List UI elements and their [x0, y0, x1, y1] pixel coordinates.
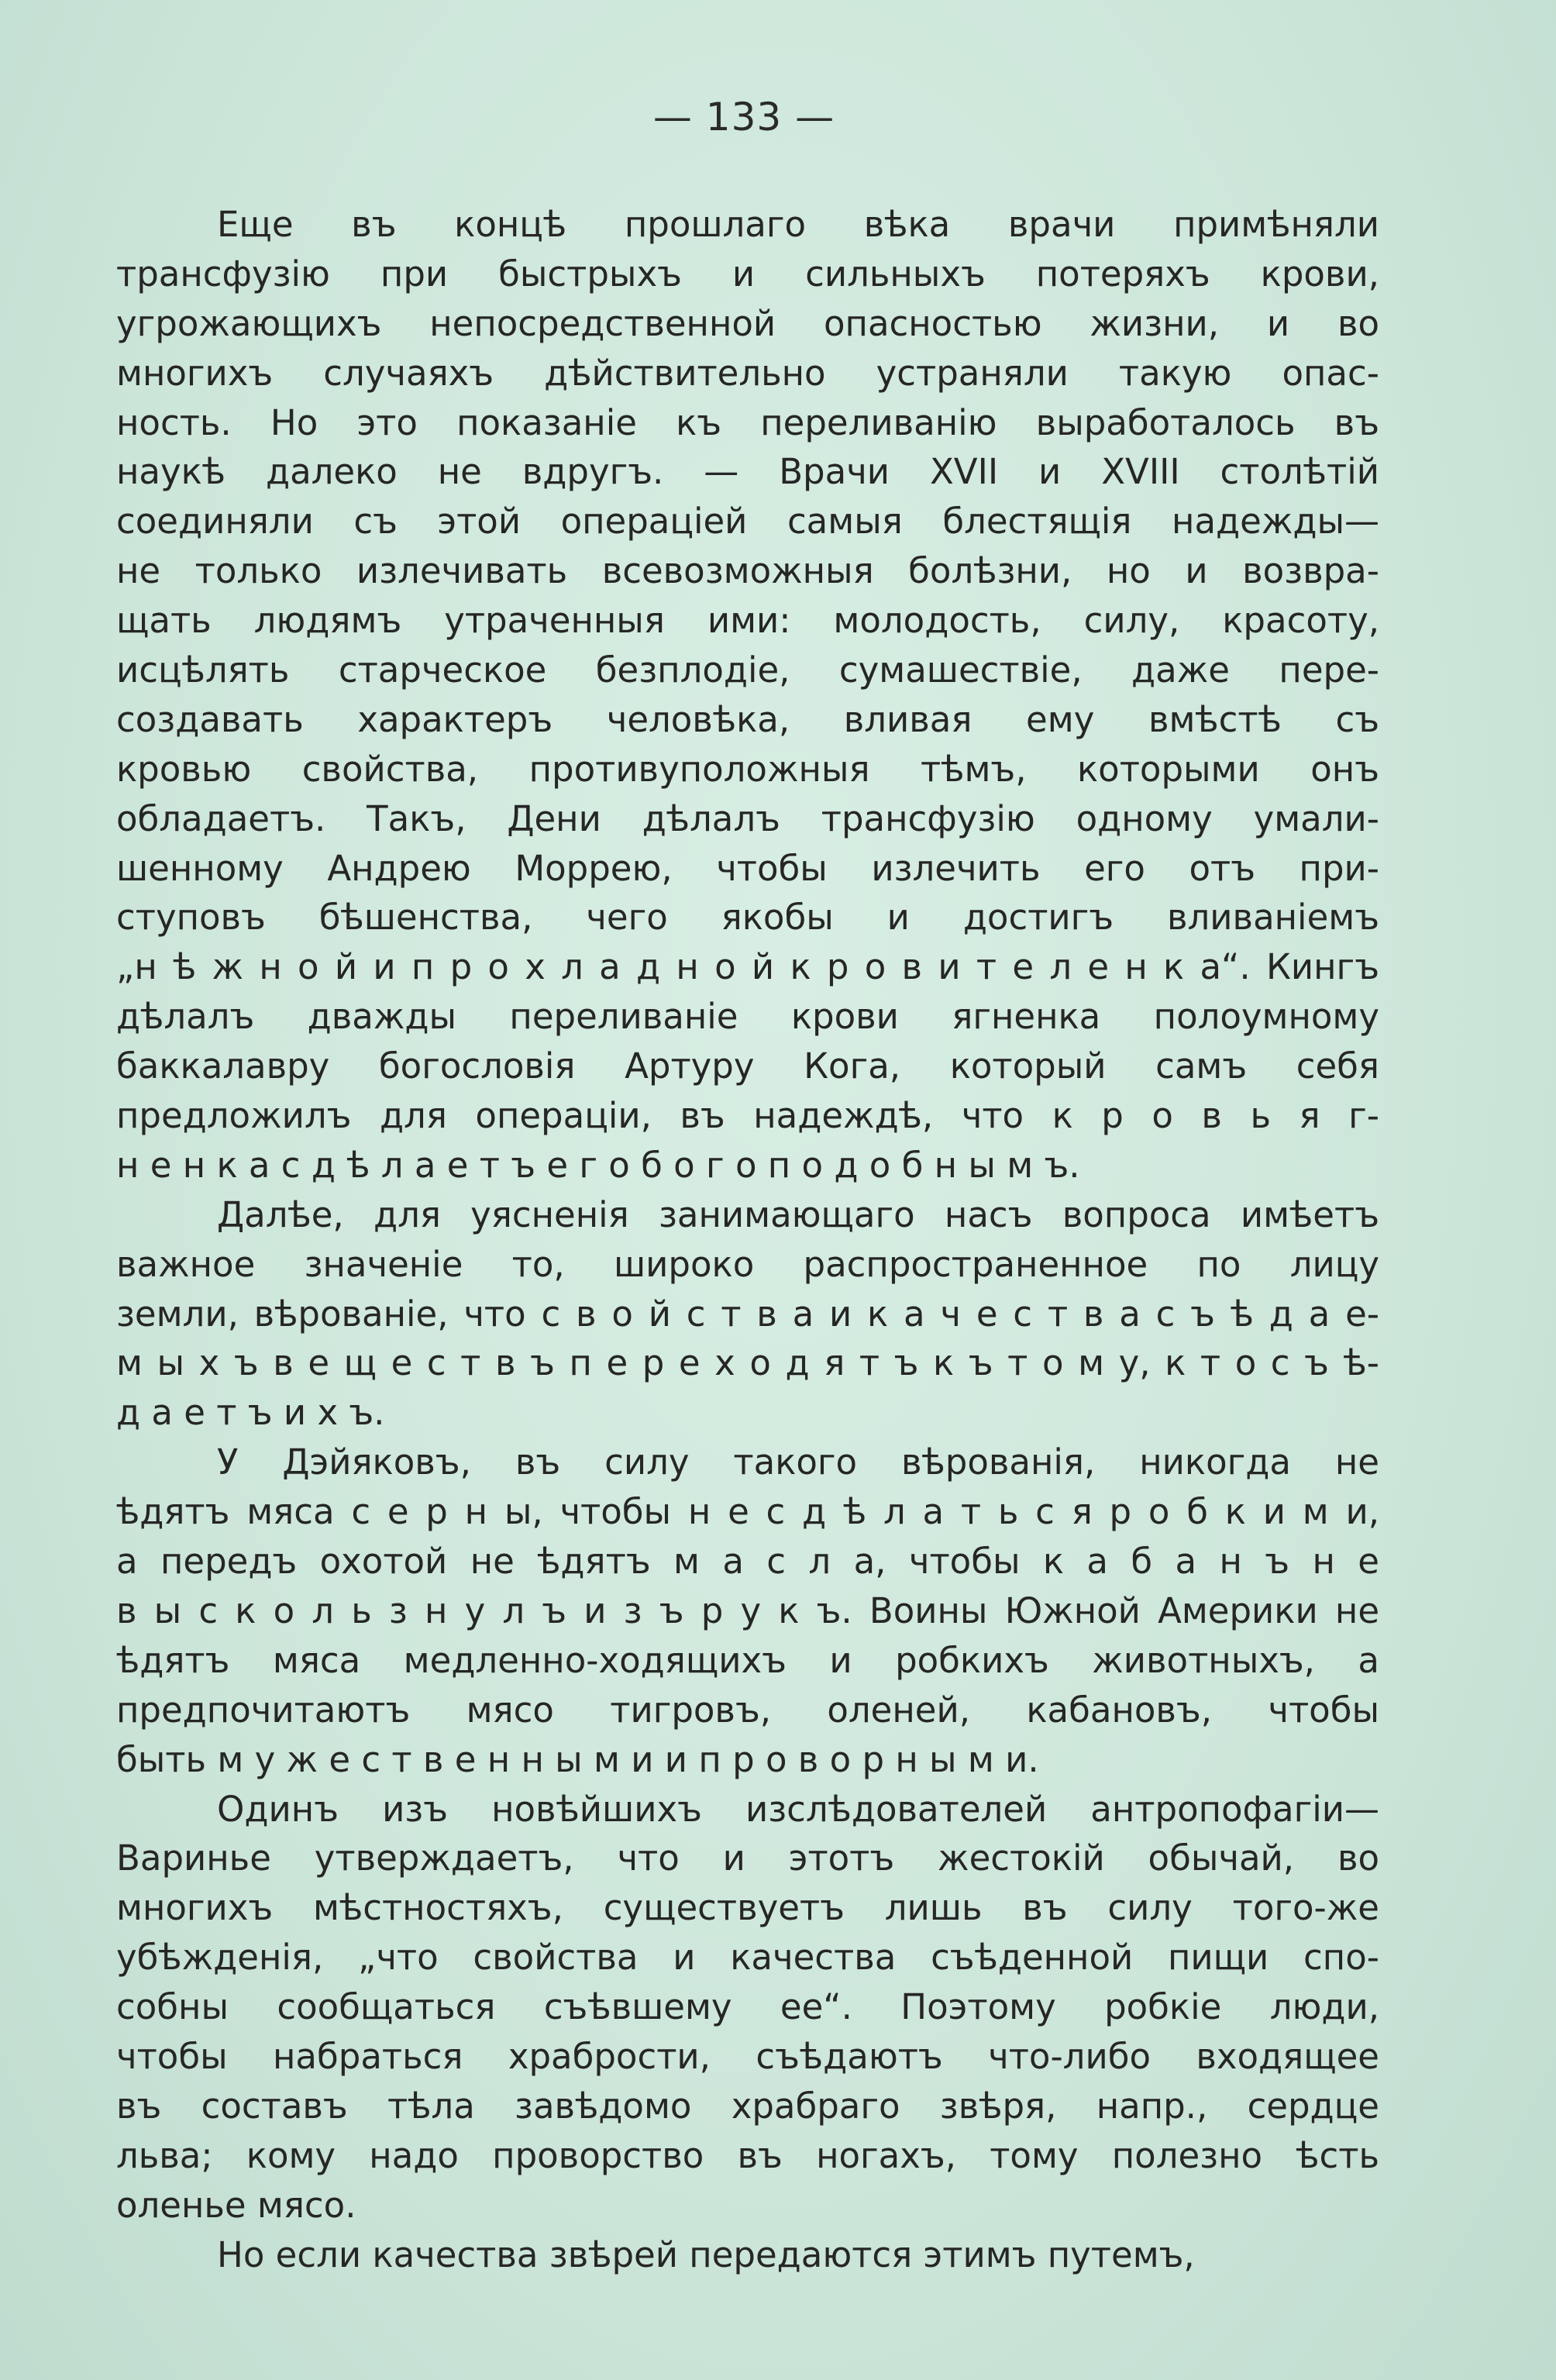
text-line: обладаетъ. Такъ, Дени дѣлалъ трансфузію одному умали-	[116, 797, 1379, 839]
text-line: У Дэйяковъ, въ силу такого вѣрованія, никогда не	[217, 1441, 1379, 1483]
text-line: многихъ случаяхъ дѣйствительно устраняли такую опас-	[116, 352, 1379, 394]
paragraph	[116, 1190, 1379, 1438]
paragraph	[116, 1785, 1379, 2230]
text-line: ѣдятъ мяса с е р н ы, чтобы н е с д ѣ л а т ь с я р о б к и м и,	[116, 1491, 1379, 1533]
text-line: м ы х ъ в е щ е с т в ъ п е р е х о д я т ъ к ъ т о м у, к т о с ъ ѣ-	[116, 1342, 1379, 1384]
text-line: наукѣ далеко не вдругъ. — Врачи XVII и XVIII столѣтій	[116, 451, 1379, 493]
text-line: угрожающихъ непосредственной опасностью жизни, и во	[116, 302, 1379, 344]
text-line: важное значеніе то, широко распространенное по лицу	[116, 1243, 1379, 1285]
text-line: в ы с к о л ь з н у л ъ и з ъ р у к ъ. Воины Южной Америки не	[116, 1590, 1379, 1631]
text-line: баккалавру богословія Артуру Кога, который самъ себя	[116, 1045, 1379, 1087]
text-line: чтобы набраться храбрости, съѣдаютъ что-либо входящее	[116, 2035, 1379, 2077]
text-line: ность. Но это показаніе къ переливанію выработалось въ	[116, 401, 1379, 443]
page-number: — 133 —	[652, 95, 835, 139]
text-line: многихъ мѣстностяхъ, существуетъ лишь въ силу того-же	[116, 1887, 1379, 1929]
text-line: трансфузію при быстрыхъ и сильныхъ потеряхъ крови,	[116, 253, 1379, 294]
text-line: д а е т ъ и х ъ.	[116, 1392, 385, 1434]
text-line: Далѣе, для уясненія занимающаго насъ вопроса имѣетъ	[217, 1193, 1379, 1235]
text-line: н е н к а с д ѣ л а е т ъ е г о б о г о п о д о б н ы м ъ.	[116, 1144, 1080, 1186]
text-line: щать людямъ утраченныя ими: молодость, силу, красоту,	[116, 600, 1379, 642]
text-line: убѣжденія, „что свойства и качества съѣденной пищи спо-	[116, 1937, 1379, 1979]
paragraph	[116, 2230, 1379, 2280]
text-line: кровью свойства, противуположныя тѣмъ, которыми онъ	[116, 748, 1379, 790]
text-line: быть м у ж е с т в е н н ы м и и п р о в о р н ы м и.	[116, 1738, 1039, 1780]
text-line: соединяли съ этой операціей самыя блестящія надежды—	[116, 501, 1379, 542]
paragraph	[116, 1438, 1379, 1784]
text-line: а передъ охотой не ѣдятъ м а с л а, чтобы к а б а н ъ н е	[116, 1541, 1379, 1583]
text-line: льва; кому надо проворство въ ногахъ, тому полезно ѣсть	[116, 2134, 1379, 2176]
paragraph	[116, 200, 1379, 1190]
text-line: „н ѣ ж н о й и п р о х л а д н о й к р о в и т е л е н к а“. Кингъ	[116, 946, 1379, 988]
text-line: ѣдятъ мяса медленно-ходящихъ и робкихъ животныхъ, а	[116, 1639, 1379, 1681]
text-line: создавать характеръ человѣка, вливая ему вмѣстѣ съ	[116, 698, 1379, 740]
text-line: не только излечивать всевозможныя болѣзни, но и возвра-	[116, 550, 1379, 592]
text-line: шенному Андрею Моррею, чтобы излечить его отъ при-	[116, 847, 1379, 889]
text-line: оленье мясо.	[116, 2184, 356, 2226]
text-line: земли, вѣрованіе, что с в о й с т в а и к а ч е с т в а с ъ ѣ д а е-	[116, 1293, 1379, 1335]
text-line: предложилъ для операціи, въ надеждѣ, что к р о в ь я г-	[116, 1095, 1379, 1137]
text-line: дѣлалъ дважды переливаніе крови ягненка полоумному	[116, 996, 1379, 1038]
page-body-text	[116, 200, 1379, 2279]
text-line: ступовъ бѣшенства, чего якобы и достигъ вливаніемъ	[116, 897, 1379, 939]
text-line: Одинъ изъ новѣйшихъ изслѣдователей антропофагіи—	[217, 1788, 1379, 1830]
text-line: Еще въ концѣ прошлаго вѣка врачи примѣняли	[217, 204, 1379, 245]
text-line: предпочитаютъ мясо тигровъ, оленей, кабановъ, чтобы	[116, 1689, 1379, 1731]
text-line: исцѣлять старческое безплодіе, сумашествіе, даже пере-	[116, 649, 1379, 691]
text-line: собны сообщаться съѣвшему ее“. Поэтому робкіе люди,	[116, 1986, 1379, 2028]
text-line: Варинье утверждаетъ, что и этотъ жестокій обычай, во	[116, 1838, 1379, 1879]
text-line: въ составъ тѣла завѣдомо храбраго звѣря, напр., сердце	[116, 2085, 1379, 2127]
text-line: Но если качества звѣрей передаются этимъ путемъ,	[217, 2234, 1195, 2275]
